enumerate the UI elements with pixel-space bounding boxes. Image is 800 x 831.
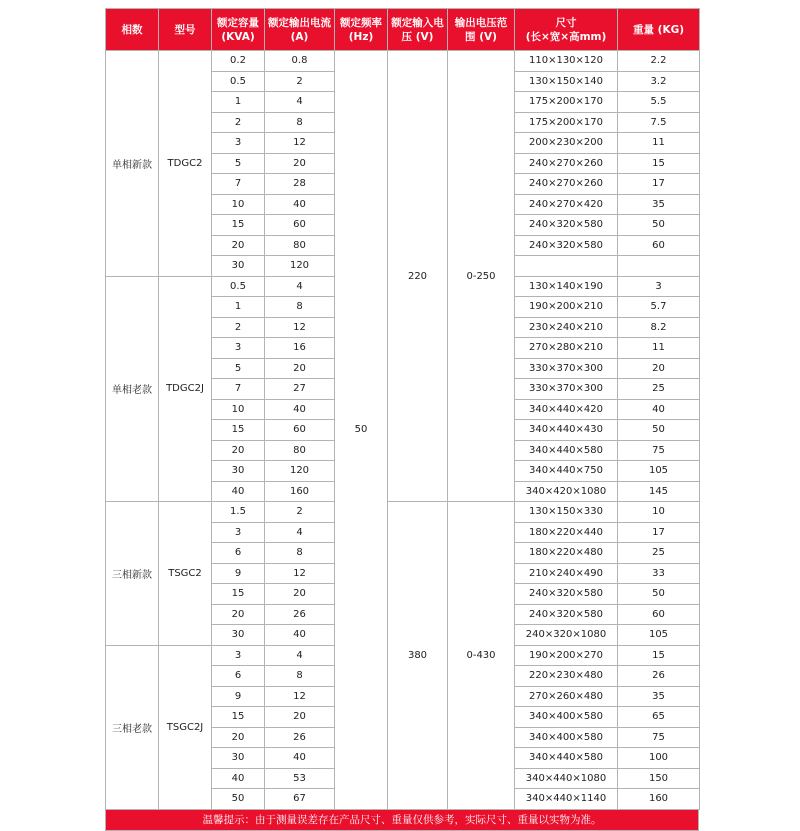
size-cell: 340×420×1080: [515, 481, 618, 502]
header-phase: 相数: [106, 9, 159, 51]
capacity-cell: 30: [212, 256, 265, 277]
current-cell: 12: [265, 133, 335, 154]
size-cell: 130×150×140: [515, 71, 618, 92]
current-cell: 16: [265, 338, 335, 359]
weight-cell: 145: [618, 481, 700, 502]
current-cell: 60: [265, 215, 335, 236]
table-row: [106, 502, 700, 523]
size-cell: 340×440×580: [515, 748, 618, 769]
current-cell: 120: [265, 461, 335, 482]
size-cell: 190×200×210: [515, 297, 618, 318]
current-cell: 40: [265, 748, 335, 769]
weight-cell: 105: [618, 461, 700, 482]
capacity-cell: 3: [212, 338, 265, 359]
size-cell: 230×240×210: [515, 317, 618, 338]
weight-cell: 50: [618, 584, 700, 605]
capacity-cell: 9: [212, 686, 265, 707]
header-output-range: 输出电压范 围 (V): [448, 9, 515, 51]
header-weight: 重量 (KG): [618, 9, 700, 51]
current-cell: 80: [265, 440, 335, 461]
current-cell: 26: [265, 604, 335, 625]
capacity-cell: 7: [212, 379, 265, 400]
spec-table-container: [105, 8, 699, 831]
weight-cell: 50: [618, 215, 700, 236]
capacity-cell: 10: [212, 194, 265, 215]
input-voltage-cell: 380: [388, 502, 448, 810]
size-cell: 340×440×1140: [515, 789, 618, 810]
size-cell: 240×270×420: [515, 194, 618, 215]
weight-cell: 17: [618, 522, 700, 543]
output-range-cell: 0-430: [448, 502, 515, 810]
output-range-cell: 0-250: [448, 51, 515, 502]
current-cell: 12: [265, 686, 335, 707]
size-cell: 340×400×580: [515, 707, 618, 728]
capacity-cell: 1.5: [212, 502, 265, 523]
model-cell: TSGC2J: [159, 645, 212, 809]
capacity-cell: 20: [212, 235, 265, 256]
header-model: 型号: [159, 9, 212, 51]
weight-cell: 25: [618, 543, 700, 564]
weight-cell: 50: [618, 420, 700, 441]
capacity-cell: 1: [212, 297, 265, 318]
current-cell: 80: [265, 235, 335, 256]
size-cell: [515, 256, 618, 277]
weight-cell: 5.5: [618, 92, 700, 113]
weight-cell: 8.2: [618, 317, 700, 338]
weight-cell: 35: [618, 194, 700, 215]
phase-cell: 三相老款: [106, 645, 159, 809]
weight-cell: 25: [618, 379, 700, 400]
header-size: 尺寸 (长×宽×高mm): [515, 9, 618, 51]
capacity-cell: 20: [212, 604, 265, 625]
weight-cell: 105: [618, 625, 700, 646]
weight-cell: 160: [618, 789, 700, 810]
capacity-cell: 0.5: [212, 276, 265, 297]
size-cell: 220×230×480: [515, 666, 618, 687]
weight-cell: 2.2: [618, 51, 700, 72]
capacity-cell: 3: [212, 522, 265, 543]
table-header-row: [106, 9, 700, 51]
current-cell: 40: [265, 625, 335, 646]
capacity-cell: 6: [212, 543, 265, 564]
current-cell: 40: [265, 399, 335, 420]
size-cell: 240×270×260: [515, 153, 618, 174]
current-cell: 26: [265, 727, 335, 748]
capacity-cell: 1: [212, 92, 265, 113]
capacity-cell: 20: [212, 440, 265, 461]
size-cell: 340×440×750: [515, 461, 618, 482]
current-cell: 4: [265, 276, 335, 297]
capacity-cell: 30: [212, 748, 265, 769]
size-cell: 180×220×480: [515, 543, 618, 564]
size-cell: 240×320×580: [515, 215, 618, 236]
weight-cell: 65: [618, 707, 700, 728]
capacity-cell: 40: [212, 481, 265, 502]
weight-cell: 75: [618, 440, 700, 461]
spec-table: [105, 8, 700, 810]
size-cell: 270×280×210: [515, 338, 618, 359]
weight-cell: 60: [618, 235, 700, 256]
tip-note: 温馨提示：由于测量误差存在产品尺寸、重量仅供参考，实际尺寸、重量以实物为准。: [105, 810, 699, 831]
size-cell: 175×200×170: [515, 112, 618, 133]
current-cell: 4: [265, 645, 335, 666]
capacity-cell: 15: [212, 584, 265, 605]
current-cell: 27: [265, 379, 335, 400]
current-cell: 20: [265, 584, 335, 605]
size-cell: 330×370×300: [515, 358, 618, 379]
size-cell: 180×220×440: [515, 522, 618, 543]
size-cell: 190×200×270: [515, 645, 618, 666]
phase-cell: 单相老款: [106, 276, 159, 502]
weight-cell: 60: [618, 604, 700, 625]
weight-cell: 15: [618, 645, 700, 666]
current-cell: 60: [265, 420, 335, 441]
weight-cell: 33: [618, 563, 700, 584]
size-cell: 130×140×190: [515, 276, 618, 297]
weight-cell: 150: [618, 768, 700, 789]
current-cell: 12: [265, 317, 335, 338]
table-row: [106, 51, 700, 72]
frequency-cell: 50: [335, 51, 388, 810]
capacity-cell: 40: [212, 768, 265, 789]
capacity-cell: 9: [212, 563, 265, 584]
header-frequency: 额定频率 (Hz): [335, 9, 388, 51]
model-cell: TDGC2: [159, 51, 212, 277]
capacity-cell: 15: [212, 215, 265, 236]
weight-cell: 20: [618, 358, 700, 379]
size-cell: 240×270×260: [515, 174, 618, 195]
size-cell: 130×150×330: [515, 502, 618, 523]
weight-cell: 11: [618, 133, 700, 154]
current-cell: 0.8: [265, 51, 335, 72]
size-cell: 340×440×430: [515, 420, 618, 441]
capacity-cell: 7: [212, 174, 265, 195]
current-cell: 160: [265, 481, 335, 502]
weight-cell: 40: [618, 399, 700, 420]
header-current: 额定输出电流 (A): [265, 9, 335, 51]
capacity-cell: 30: [212, 625, 265, 646]
size-cell: 210×240×490: [515, 563, 618, 584]
capacity-cell: 20: [212, 727, 265, 748]
current-cell: 4: [265, 522, 335, 543]
capacity-cell: 2: [212, 112, 265, 133]
size-cell: 240×320×1080: [515, 625, 618, 646]
size-cell: 270×260×480: [515, 686, 618, 707]
phase-cell: 三相新款: [106, 502, 159, 646]
capacity-cell: 3: [212, 133, 265, 154]
current-cell: 8: [265, 543, 335, 564]
phase-cell: 单相新款: [106, 51, 159, 277]
capacity-cell: 0.5: [212, 71, 265, 92]
weight-cell: 3.2: [618, 71, 700, 92]
current-cell: 28: [265, 174, 335, 195]
header-input-voltage: 额定输入电 压 (V): [388, 9, 448, 51]
size-cell: 240×320×580: [515, 584, 618, 605]
table-body: [106, 51, 700, 810]
header-capacity: 额定容量 (KVA): [212, 9, 265, 51]
current-cell: 8: [265, 666, 335, 687]
capacity-cell: 10: [212, 399, 265, 420]
weight-cell: 35: [618, 686, 700, 707]
capacity-cell: 5: [212, 153, 265, 174]
weight-cell: 15: [618, 153, 700, 174]
size-cell: 240×320×580: [515, 604, 618, 625]
size-cell: 175×200×170: [515, 92, 618, 113]
weight-cell: 5.7: [618, 297, 700, 318]
size-cell: 340×440×1080: [515, 768, 618, 789]
current-cell: 20: [265, 358, 335, 379]
current-cell: 8: [265, 112, 335, 133]
capacity-cell: 5: [212, 358, 265, 379]
weight-cell: 75: [618, 727, 700, 748]
model-cell: TSGC2: [159, 502, 212, 646]
current-cell: 20: [265, 153, 335, 174]
model-cell: TDGC2J: [159, 276, 212, 502]
weight-cell: [618, 256, 700, 277]
size-cell: 200×230×200: [515, 133, 618, 154]
capacity-cell: 0.2: [212, 51, 265, 72]
input-voltage-cell: 220: [388, 51, 448, 502]
size-cell: 340×400×580: [515, 727, 618, 748]
capacity-cell: 50: [212, 789, 265, 810]
weight-cell: 11: [618, 338, 700, 359]
weight-cell: 10: [618, 502, 700, 523]
size-cell: 340×440×420: [515, 399, 618, 420]
current-cell: 4: [265, 92, 335, 113]
capacity-cell: 6: [212, 666, 265, 687]
current-cell: 53: [265, 768, 335, 789]
current-cell: 2: [265, 502, 335, 523]
current-cell: 120: [265, 256, 335, 277]
size-cell: 110×130×120: [515, 51, 618, 72]
capacity-cell: 15: [212, 707, 265, 728]
capacity-cell: 3: [212, 645, 265, 666]
weight-cell: 26: [618, 666, 700, 687]
current-cell: 8: [265, 297, 335, 318]
current-cell: 67: [265, 789, 335, 810]
current-cell: 20: [265, 707, 335, 728]
size-cell: 330×370×300: [515, 379, 618, 400]
weight-cell: 3: [618, 276, 700, 297]
current-cell: 2: [265, 71, 335, 92]
current-cell: 12: [265, 563, 335, 584]
size-cell: 240×320×580: [515, 235, 618, 256]
current-cell: 40: [265, 194, 335, 215]
weight-cell: 17: [618, 174, 700, 195]
weight-cell: 7.5: [618, 112, 700, 133]
capacity-cell: 15: [212, 420, 265, 441]
capacity-cell: 2: [212, 317, 265, 338]
capacity-cell: 30: [212, 461, 265, 482]
weight-cell: 100: [618, 748, 700, 769]
size-cell: 340×440×580: [515, 440, 618, 461]
